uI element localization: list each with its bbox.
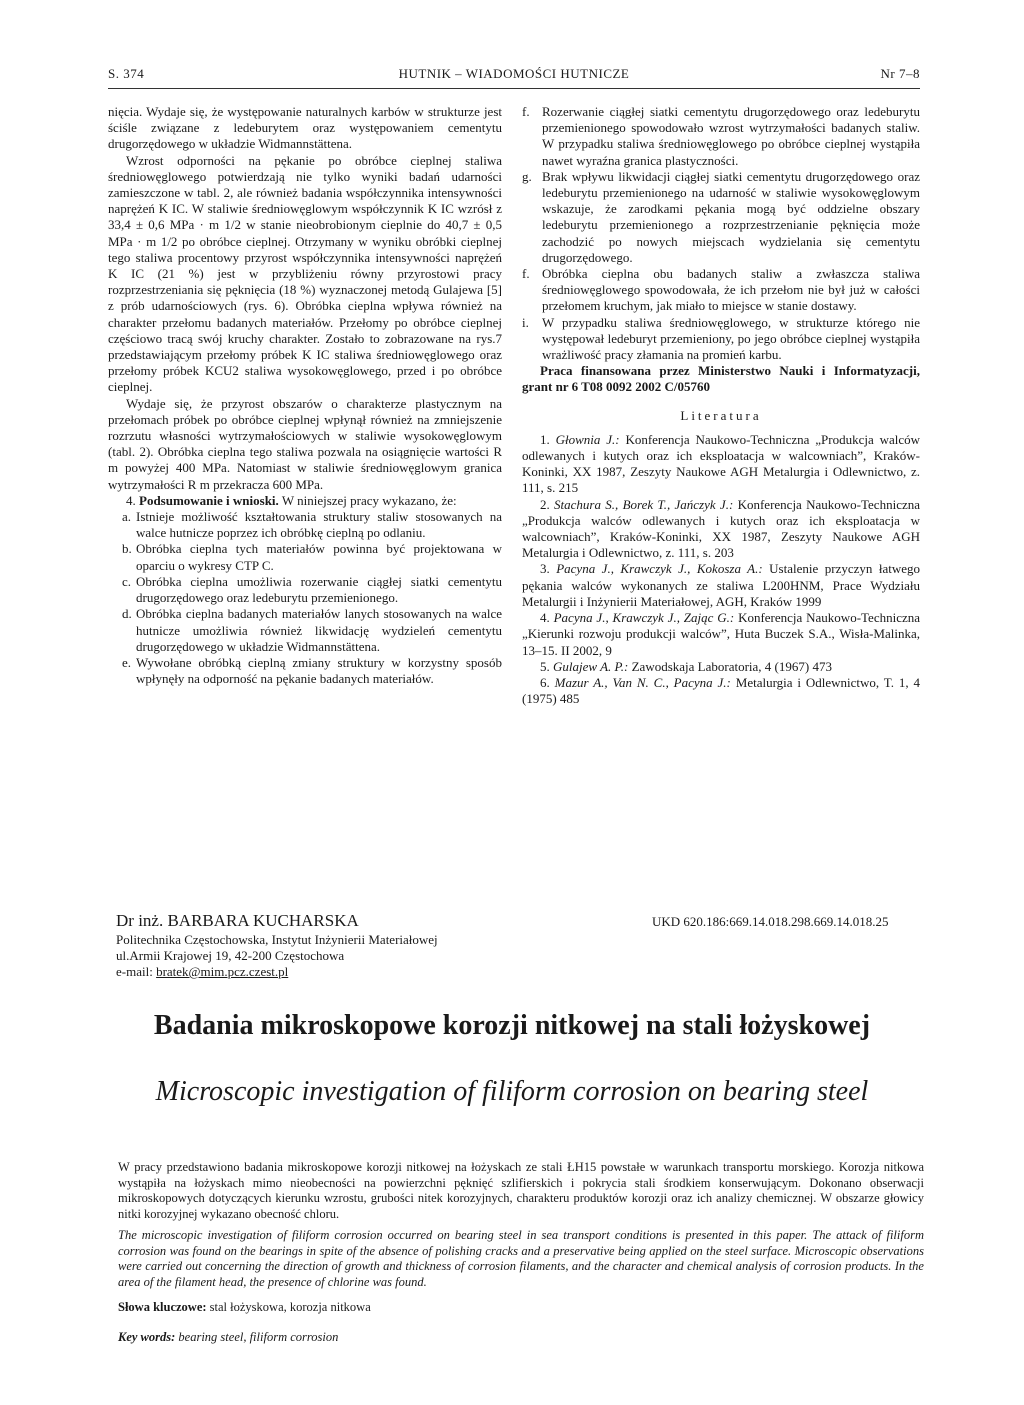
item-text: Istnieje możliwość kształtowania struktury staliw stosowanych na walce hutnicze poprzez ich obróbkę cieplną po odlaniu. — [136, 509, 502, 541]
section-number: 4. — [126, 492, 136, 508]
reference-text: Konferencja Naukowo-Techniczna „Produkcja walców odlewanych i kutych oraz ich eksploatacja w walcowniach”, Kraków-Koninki, XX 1987, Zeszyty Naukowe AGH Metalurgia i Odlewnictwo, z. 111, s. 215 — [522, 431, 920, 496]
reference-item — [522, 675, 920, 707]
reference-item — [522, 497, 920, 562]
item-text: Obróbka cieplna tych materiałów powinna być projektowana w oparciu o wykresy CTP C. — [136, 541, 502, 573]
author-address: ul.Armii Krajowej 19, 42-200 Częstochowa — [116, 948, 345, 963]
item-marker: a. — [122, 509, 132, 525]
conclusion-item — [108, 541, 502, 573]
reference-number: 3. — [540, 561, 550, 577]
item-marker: b. — [122, 541, 132, 557]
keywords-value: bearing steel, filiform corrosion — [178, 1330, 339, 1344]
article-title-english: Microscopic investigation of filiform corrosion on bearing steel — [155, 1076, 869, 1107]
author-block — [116, 910, 596, 980]
literature-heading: Literatura — [680, 407, 762, 423]
reference-number: 2. — [540, 496, 550, 512]
item-text: Wywołane obróbką cieplną zmiany struktury w korzystny sposób wpłynęły na odporność na pękanie badanych materiałów. — [136, 654, 502, 687]
reference-authors: Pacyna J., Krawczyk J., Kokosza A.: — [556, 561, 763, 577]
conclusion-item — [108, 509, 502, 541]
conclusion-item — [108, 606, 502, 655]
page-number: S. 374 — [108, 66, 145, 81]
item-text: Brak wpływu likwidacji ciągłej siatki cementytu drugorzędowego oraz ledeburytu przemienionego na udarność w staliwie wysokowęglowym wskazuje, że zarodkami pękania mogą być oddzielne obszary ledeburytu przemienionego a rozprzestrzenianie pęknięcia może zachodzić po nowych miejscach wydzielania się cementytu drugorzędowego. — [542, 168, 920, 265]
item-marker: e. — [122, 654, 132, 670]
item-text: W przypadku staliwa średniowęglowego, w strukturze którego nie występował ledeburyt przemieniony, po jego obróbce cieplnej wystąpiła wrażliwość pracy złamania na promień karbu. — [542, 314, 920, 363]
reference-authors: Gulajew A. P.: — [553, 658, 629, 674]
keywords-english — [118, 1330, 338, 1345]
journal-name: HUTNIK – WIADOMOŚCI HUTNICZE — [398, 66, 630, 81]
funding-note: Praca finansowana przez Ministerstwo Nauki i Informatyzacji, grant nr 6 T08 0092 2002 C/05760 — [522, 363, 920, 395]
right-column — [522, 104, 920, 707]
item-marker: c. — [122, 573, 132, 589]
reference-text: Ustalenie przyczyn łatwego pękania walców wykonanych ze staliwa L200HNM, Prace Wydziału Metalurgii i Inżynierii Materiałowej, AGH, Kraków 1999 — [522, 561, 920, 609]
reference-text: Zawodskaja Laboratoria, 4 (1967) 473 — [628, 658, 832, 674]
reference-text: Konferencja Naukowo-Techniczna „Kierunki rozwoju produkcji walców”, Huta Buczek S.A., Wisła-Malinka, 13–15. II 2002, 9 — [522, 610, 921, 658]
reference-number: 6. — [540, 674, 550, 690]
abstract-polish: W pracy przedstawiono badania mikroskopowe korozji nitkowej na łożyskach ze stali ŁH15 powstałe w warunkach transportu morskiego. Korozja nitkowa wystąpiła na łożyskach mimo nieobecności na powierzchni pęknięć szlifierskich i pokrycia stali środkiem konserwującym. Dokonano obserwacji mikroskopowych dotyczących kierunku wzrostu, grubości nitek korozyjnych, charakteru produktów korozji oraz ich analizy chemicznej. W obszarze głowicy nitki korozyjnej wykazano obecność chloru. — [118, 1160, 924, 1221]
item-text: Rozerwanie ciągłej siatki cementytu drugorzędowego oraz ledeburytu przemienionego spowodowało wzrost wytrzymałości badanych staliw. W przypadku staliwa średniowęglowego po obróbce cieplnej wystąpiła nawet wyraźna granica plastyczności. — [542, 104, 920, 168]
reference-number: 5. — [540, 658, 550, 674]
abstract-english: The microscopic investigation of filiform corrosion occurred on bearing steel in sea transport conditions is presented in this paper. The attack of filiform corrosion was found on the bearings in spite of the absence of polishing cracks and a preservative being applied on the steel surface. Microscopic observations were carried out concerning the direction of growth and thickness of corrosion filaments, and the character and chemical analysis of corrosion products. In the area of the filament head, the presence of chlorine was found. — [118, 1228, 924, 1289]
author-name: Dr inż. BARBARA KUCHARSKA — [116, 911, 359, 930]
reference-authors: Mazur A., Van N. C., Pacyna J.: — [554, 674, 731, 690]
reference-number: 1. — [540, 431, 550, 447]
left-column — [108, 104, 502, 687]
item-marker: f. — [522, 266, 530, 282]
reference-item — [522, 432, 920, 497]
conclusion-item — [522, 315, 920, 364]
paragraph: Wydaje się, że przyrost obszarów o charakterze plastycznym na przełomach próbek po obróbce cieplnej wpłynął również na zmniejszenie rozrzutu własności wytrzymałościowych w staliwie wysokowęglowym (tabl. 2). Obróbka cieplna tego staliwa pozwala na osiągnięcie wartości R m powyżej 400 MPa. Natomiast w staliwie średniowęglowym granica wytrzymałości R m przekracza 600 MPa. — [108, 395, 502, 492]
header-rule — [108, 88, 920, 89]
reference-authors: Głownia J.: — [555, 431, 620, 447]
item-marker: f. — [522, 104, 530, 119]
item-marker: d. — [122, 606, 132, 622]
reference-authors: Stachura S., Borek T., Jańczyk J.: — [554, 496, 734, 512]
author-affiliation: Politechnika Częstochowska, Instytut Inżynierii Materiałowej — [116, 932, 438, 947]
reference-item — [522, 659, 920, 675]
article-title-polish: Badania mikroskopowe korozji nitkowej na stali łożyskowej — [153, 1010, 871, 1041]
reference-item — [522, 561, 920, 610]
item-marker: g. — [522, 168, 532, 184]
conclusion-item — [522, 104, 920, 169]
section-intro: W niniejszej pracy wykazano, że: — [281, 492, 457, 508]
item-text: Obróbka cieplna obu badanych staliw a zwłaszcza staliwa średniowęglowego spowodowała, że ich przełom nie był już w całości przełomem kruchym, jak miało to miejsce w stanie dostawy. — [542, 266, 920, 314]
item-text: Obróbka cieplna umożliwia rozerwanie ciągłej siatki cementytu drugorzędowego oraz ledeburytu przemienionego. — [136, 573, 502, 606]
reference-item — [522, 610, 920, 659]
reference-text: Metalurgia i Odlewnictwo, T. 1, 4 (1975) 485 — [522, 674, 921, 707]
keywords-polish — [118, 1300, 371, 1315]
conclusion-item — [522, 169, 920, 266]
paragraph: nięcia. Wydaje się, że występowanie naturalnych karbów w strukturze jest ściśle związane z ledeburytem oraz występowaniem cementytu drugorzędowego w układzie Widmannstättena. — [108, 104, 502, 152]
issue-number: Nr 7–8 — [880, 66, 920, 81]
section-title: Podsumowanie i wnioski. — [139, 492, 279, 508]
keywords-label: Słowa kluczowe: — [118, 1300, 207, 1314]
paragraph: Wzrost odporności na pękanie po obróbce cieplnej staliwa średniowęglowego potwierdzają nie tylko wyniki badań udarności zamieszczone w tabl. 2, ale również badania współczynnika intensywności naprężeń K IC. W staliwie średniowęglowym współczynnik K IC wzrósł z 33,4 ± 0,6 MPa · m 1/2 w stanie nieobrobionym cieplnie do 40,7 ± 0,5 MPa · m 1/2 po obróbce cieplnej. Otrzymany w wyniku obróbki cieplnej tego staliwa procentowy przyrost współczynnika intensywności naprężeń K IC (21 %) jest w przybliżeniu równy przyrostowi pracy rozprzestrzeniania się pęknięcia (18 %) wyznaczonej metodą Gulajewa [5] z prób udarnościowych (rys. 6). Obróbka cieplna wpływa również na charakter przełomu badanych materiałów. Przełomy po obróbce cieplnej częściowo tracą swój kruchy charakter. Zostało to zobrazowane na rys.7 przedstawiającym przełomy próbek K IC staliwa średniowęglowego oraz przełomy próbek KCU2 staliwa wysokowęglowego, przed i po obróbce cieplnej. — [108, 152, 502, 395]
section-heading — [108, 493, 502, 509]
item-text: Obróbka cieplna badanych materiałów lanych stosowanych na walce hutnicze umożliwia również likwidację wydzieleń cementytu drugorzędowego w układzie Widmannstättena. — [136, 606, 502, 654]
ukd-classification: UKD 620.186:669.14.018.298.669.14.018.25 — [652, 914, 889, 929]
item-marker: i. — [522, 314, 529, 330]
running-header — [108, 66, 920, 86]
reference-authors: Pacyna J., Krawczyk J., Zając G.: — [553, 610, 735, 626]
reference-number: 4. — [540, 610, 550, 626]
conclusion-item — [108, 574, 502, 606]
conclusion-item — [108, 655, 502, 687]
keywords-label: Key words: — [118, 1330, 176, 1344]
reference-text: Konferencja Naukowo-Techniczna „Produkcja walców odlewanych i kutych oraz ich eksploatacja w walcowniach”, Kraków-Koninki, XX 1987, Zeszyty Naukowe AGH Metalurgia i Odlewnictwo, z. 111, s. 203 — [522, 496, 920, 561]
conclusion-item — [522, 266, 920, 315]
email-link[interactable]: bratek@mim.pcz.czest.pl — [156, 964, 289, 979]
keywords-value: stal łożyskowa, korozja nitkowa — [209, 1300, 371, 1314]
author-email-line — [116, 964, 596, 980]
email-label: e-mail: — [116, 964, 153, 979]
